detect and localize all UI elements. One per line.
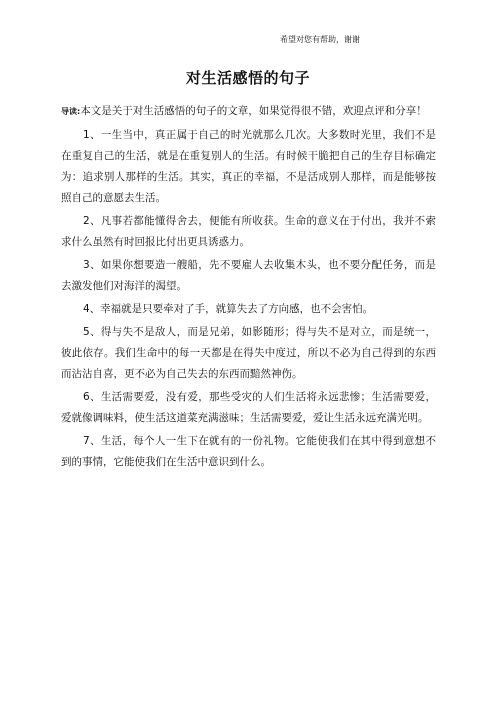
header-note: 希望对您有帮助，谢谢 [280, 35, 360, 44]
paragraph-3: 3、如果你想要造一艘船，先不要雇人去收集木头，也不要分配任务，而是去激发他们对海洋的渴望。 [61, 259, 436, 292]
paragraph-4: 4、幸福就是只要牵对了手，就算失去了方向感，也不会害怕。 [83, 303, 374, 315]
intro-label: 导读: [61, 107, 81, 116]
paragraph-6: 6、生活需要爱，没有爱，那些受灾的人们生活将永远悲惨；生活需要爱，爱就像调味料，使生活这道菜充满滋味；生活需要爱，爱让生活永远充满光明。 [61, 391, 436, 424]
intro [61, 101, 436, 122]
paragraph-2: 2、凡事若都能懂得舍去，便能有所收获。生命的意义在于付出，我并不索求什么虽然有时回报比付出更具诱惑力。 [61, 215, 436, 248]
paragraph-5: 5、得与失不是敌人，而是兄弟，如影随形；得与失不是对立，而是统一，彼此依存。我们生命中的每一天都是在得失中度过，所以不必为自己得到的东西而沾沾自喜，更不必为自己失去的东西而黯然神伤。 [61, 326, 436, 380]
document-title: 对生活感悟的句子 [185, 69, 310, 87]
paragraph-1: 1、一生当中，真正属于自己的时光就那么几次。大多数时光里，我们不是在重复自己的生活，就是在重复别人的生活。有时候干脆把自己的生存目标确定为：追求别人那样的生活。其实，真正的幸福，不是活成别人那样，而是能够按照自己的意愿去生活。 [61, 129, 436, 204]
paragraph-7: 7、生活，每个人一生下在就有的一份礼物。它能使我们在其中得到意想不到的事情，它能使我们在生活中意识到什么。 [61, 435, 436, 468]
document-body [61, 101, 436, 475]
intro-text: 本文是关于对生活感悟的句子的文章，如果觉得很不错，欢迎点评和分享！ [80, 105, 427, 117]
